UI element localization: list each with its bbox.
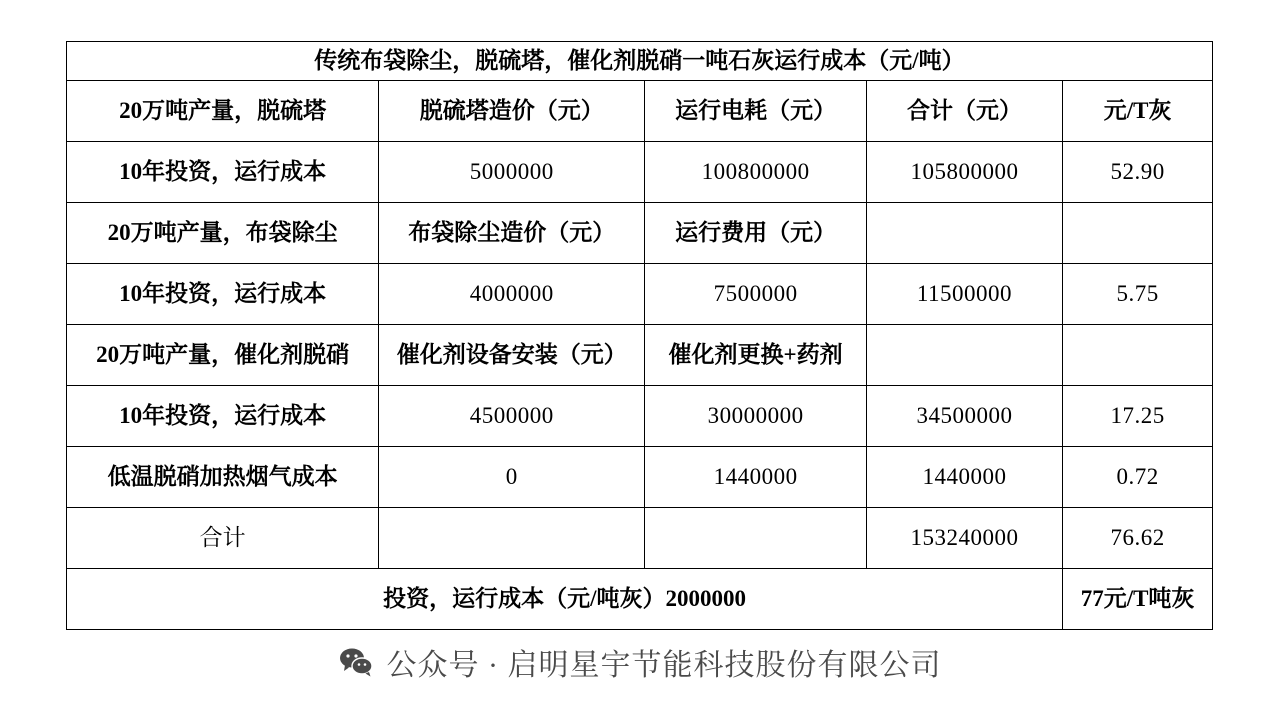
cost-table-container: [66, 41, 1213, 630]
table-row: [67, 81, 1213, 142]
watermark: [0, 640, 1280, 684]
cell-value: 76.62: [1063, 508, 1213, 569]
column-header: 合计（元）: [866, 81, 1062, 142]
row-label: 10年投资，运行成本: [67, 264, 379, 325]
table-total-row: [67, 508, 1213, 569]
row-label: 低温脱硝加热烟气成本: [67, 447, 379, 508]
cost-table: [66, 41, 1213, 630]
table-row: [67, 264, 1213, 325]
table-footer-row: [67, 569, 1213, 630]
column-header: 布袋除尘造价（元）: [379, 203, 645, 264]
cell-value: 0: [379, 447, 645, 508]
cell-value: 105800000: [866, 142, 1062, 203]
cell-value: 11500000: [866, 264, 1062, 325]
cell-value: 52.90: [1063, 142, 1213, 203]
column-header: 催化剂设备安装（元）: [379, 325, 645, 386]
table-row: [67, 142, 1213, 203]
cell-value: [379, 508, 645, 569]
row-label: 10年投资，运行成本: [67, 142, 379, 203]
row-label: 20万吨产量，布袋除尘: [67, 203, 379, 264]
table-title-row: [67, 42, 1213, 81]
table-row: [67, 325, 1213, 386]
column-header: 元/T灰: [1063, 81, 1213, 142]
cell-value: [1063, 325, 1213, 386]
cell-value: 5.75: [1063, 264, 1213, 325]
table-title: 传统布袋除尘，脱硫塔，催化剂脱硝一吨石灰运行成本（元/吨）: [67, 42, 1213, 81]
cell-value: 0.72: [1063, 447, 1213, 508]
column-header: 催化剂更换+药剂: [645, 325, 867, 386]
cell-value: 4000000: [379, 264, 645, 325]
cell-value: [866, 325, 1062, 386]
cell-value: 7500000: [645, 264, 867, 325]
cell-value: 5000000: [379, 142, 645, 203]
cell-value: [1063, 203, 1213, 264]
cell-value: 153240000: [866, 508, 1062, 569]
cell-value: 4500000: [379, 386, 645, 447]
cell-value: 1440000: [645, 447, 867, 508]
cell-value: 1440000: [866, 447, 1062, 508]
column-header: 脱硫塔造价（元）: [379, 81, 645, 142]
footer-summary-value: 77元/T吨灰: [1063, 569, 1213, 630]
cell-value: 34500000: [866, 386, 1062, 447]
cell-value: 30000000: [645, 386, 867, 447]
wechat-icon: [339, 647, 373, 677]
footer-summary-label: 投资，运行成本（元/吨灰）2000000: [67, 569, 1063, 630]
row-label: 合计: [67, 508, 379, 569]
row-label: 20万吨产量，脱硫塔: [67, 81, 379, 142]
table-row: [67, 203, 1213, 264]
cell-value: [866, 203, 1062, 264]
row-label: 10年投资，运行成本: [67, 386, 379, 447]
table-row: [67, 386, 1213, 447]
cell-value: 100800000: [645, 142, 867, 203]
cell-value: [645, 508, 867, 569]
table-row: [67, 447, 1213, 508]
row-label: 20万吨产量，催化剂脱硝: [67, 325, 379, 386]
cell-value: 17.25: [1063, 386, 1213, 447]
watermark-text: 公众号 · 启明星宇节能科技股份有限公司: [386, 649, 942, 682]
column-header: 运行电耗（元）: [645, 81, 867, 142]
column-header: 运行费用（元）: [645, 203, 867, 264]
